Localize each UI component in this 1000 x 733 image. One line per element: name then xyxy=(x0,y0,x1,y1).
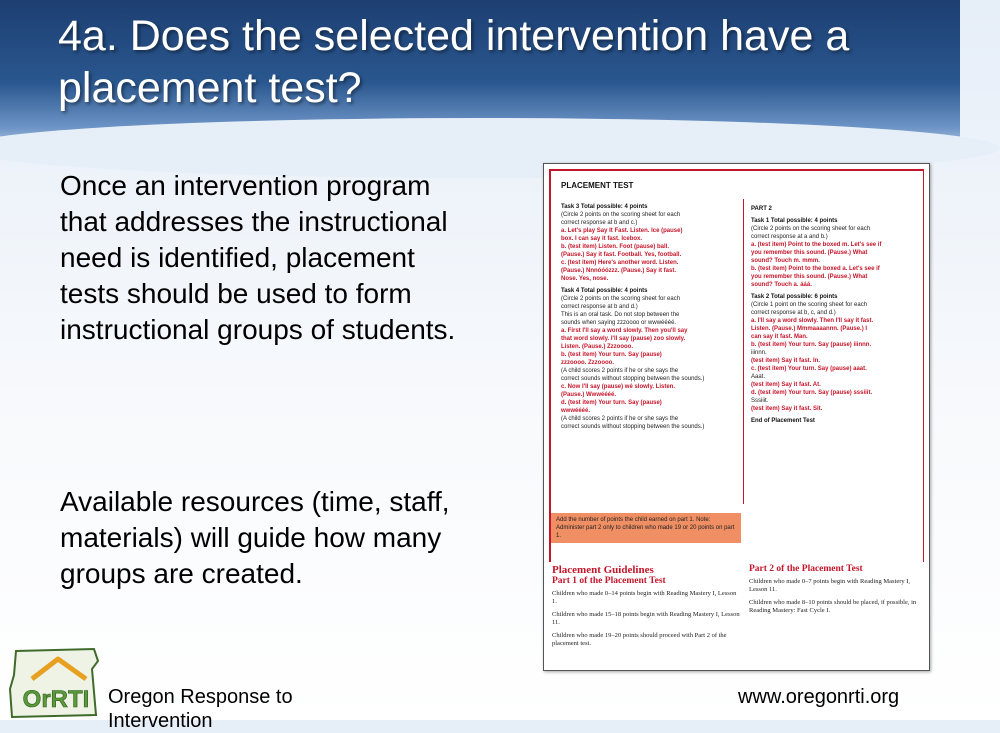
paragraph-resources: Available resources (time, staff, materials) will guide how many groups are created. xyxy=(60,486,450,589)
document-line: b. (test item) Point to the boxed a. Let's see if xyxy=(751,266,880,272)
document-line: Aaat. xyxy=(751,374,766,380)
guidelines-part2 xyxy=(749,564,919,620)
document-heading: PLACEMENT TEST xyxy=(561,181,634,190)
footer-org-name-continued: Intervention xyxy=(108,710,213,732)
document-line: correct sounds without stopping between the sounds.) xyxy=(561,424,705,430)
document-line: Task 1 Total possible: 4 points xyxy=(751,218,838,224)
document-line: Task 2 Total possible: 6 points xyxy=(751,294,838,300)
document-line: (Pause.) Wwwéééé. xyxy=(561,392,617,398)
document-line: wwwéééé. xyxy=(561,408,591,414)
document-line: a. (test item) Point to the boxed m. Let's see if xyxy=(751,242,882,248)
document-line: (test item) Say it fast. At. xyxy=(751,382,821,388)
document-line: (Pause.) Nnnóóózzz. (Pause.) Say it fast. xyxy=(561,268,677,274)
document-line: Sssiiit. xyxy=(751,398,769,404)
document-line: sounds when saying zzzoooo or wwwéééé. xyxy=(561,320,677,326)
document-line: Task 3 Total possible: 4 points xyxy=(561,204,648,210)
document-line: can say it fast. Man. xyxy=(751,334,808,340)
document-line: a. First I'll say a word slowly. Then you'll say xyxy=(561,328,688,334)
title-banner xyxy=(0,0,960,150)
document-line: (Pause.) Say it fast. Football. Yes, football. xyxy=(561,252,682,258)
document-line: b. (test item) Listen. Foot (pause) ball. xyxy=(561,244,670,250)
document-line: d. (test item) Your turn. Say (pause) xyxy=(561,400,662,406)
document-line: correct response at b and c.) xyxy=(561,220,638,226)
document-line: b. (test item) Your turn. Say (pause) iiinnn. xyxy=(751,342,872,348)
slide-title: 4a. Does the selected intervention have a placement test? xyxy=(58,12,850,112)
document-line: (test item) Say it fast. Sit. xyxy=(751,406,823,412)
document-line: c. (test item) Here's another word. Listen. xyxy=(561,260,679,266)
document-line: PART 2 xyxy=(751,206,772,212)
document-line: sound? Touch a. ááá. xyxy=(751,282,812,288)
document-line: This is an oral task. Do not stop between the xyxy=(561,312,680,318)
document-line: Task 4 Total possible: 4 points xyxy=(561,288,648,294)
placement-test-document xyxy=(543,163,930,671)
footer-org-name: Oregon Response to xyxy=(108,686,293,708)
document-line: iiinnn. xyxy=(751,350,767,356)
document-line: you remember this sound. (Pause.) What xyxy=(751,250,868,256)
paragraph-placement-tests: Once an intervention program that addresses the instructional need is identified, placement tests should be used to form instructional groups of students. xyxy=(60,170,456,345)
right-column-text xyxy=(751,201,921,425)
document-line: b. (test item) Your turn. Say (pause) xyxy=(561,352,662,358)
footer-url[interactable]: www.oregonrti.org xyxy=(738,686,900,708)
document-line: Listen. (Pause.) Mmmaaaannn. (Pause.) I xyxy=(751,326,868,332)
document-line: Listen. (Pause.) Zzzoooo. xyxy=(561,344,634,350)
document-line: c. (test item) Your turn. Say (pause) aaat. xyxy=(751,366,867,372)
document-line: (Circle 1 point on the scoring sheet for each xyxy=(751,302,868,308)
document-line: (Circle 2 points on the scoring sheet for each xyxy=(561,212,681,218)
document-line: a. I'll say a word slowly. Then I'll say it fast. xyxy=(751,318,874,324)
document-line: correct response at b and d.) xyxy=(561,304,638,310)
document-line: c. Now I'll say (pause) wé slowly. Listen. xyxy=(561,384,676,390)
document-line: box. I can say it fast. Icebox. xyxy=(561,236,643,242)
document-line: that word slowly. I'll say (pause) zoo slowly. xyxy=(561,336,686,342)
orrti-logo-icon xyxy=(6,645,106,720)
document-line: correct response at a and b.) xyxy=(751,234,828,240)
part2-item: Children who made 0–7 points begin with Reading Mastery I, Lesson 11. xyxy=(749,578,911,593)
document-line: zzzoooo. Zzzoooo. xyxy=(561,360,614,366)
part1-item: Children who made 15–18 points begin with Reading Mastery I, Lesson 11. xyxy=(552,611,740,626)
document-line: (A child scores 2 points if he or she says the xyxy=(561,416,679,422)
guidelines-part1 xyxy=(552,564,742,653)
document-line: (A child scores 2 points if he or she says the xyxy=(561,368,679,374)
document-line: a. Let's play Say It Fast. Listen. Ice (pause) xyxy=(561,228,683,234)
document-line: you remember this sound. (Pause.) What xyxy=(751,274,868,280)
part1-title: Part 1 of the Placement Test xyxy=(552,576,666,586)
document-line: End of Placement Test xyxy=(751,418,815,424)
part1-item: Children who made 19–20 points should proceed with Part 2 of the placement test. xyxy=(552,632,727,647)
part1-item: Children who made 0–14 points begin with Reading Mastery I, Lesson 1. xyxy=(552,590,737,605)
document-line: Nose. Yes, nose. xyxy=(561,276,609,282)
document-line: sound? Touch m. mmm. xyxy=(751,258,820,264)
document-line: (Circle 2 points on the scoring sheet for each xyxy=(561,296,681,302)
part2-title: Part 2 of the Placement Test xyxy=(749,564,863,574)
document-line: (test item) Say it fast. In. xyxy=(751,358,821,364)
guidelines-title: Placement Guidelines xyxy=(552,564,654,576)
document-frame xyxy=(549,169,924,562)
column-divider xyxy=(743,199,744,504)
document-line: correct response at b, c, and d.) xyxy=(751,310,836,316)
part2-item: Children who made 8–10 points should be placed, if possible, in Reading Mastery: Fast Cycle I. xyxy=(749,599,917,614)
document-line: d. (test item) Your turn. Say (pause) sssiiit. xyxy=(751,390,873,396)
document-line: correct sounds without stopping between the sounds.) xyxy=(561,376,705,382)
document-line: (Circle 2 points on the scoring sheet for each xyxy=(751,226,871,232)
scoring-note: Add the number of points the child earned on part 1. Note: Administer part 2 only to children who made 19 or 20 points on part 1. xyxy=(551,513,741,543)
logo-text: OrRTI xyxy=(22,686,90,713)
left-column-text xyxy=(561,199,741,431)
